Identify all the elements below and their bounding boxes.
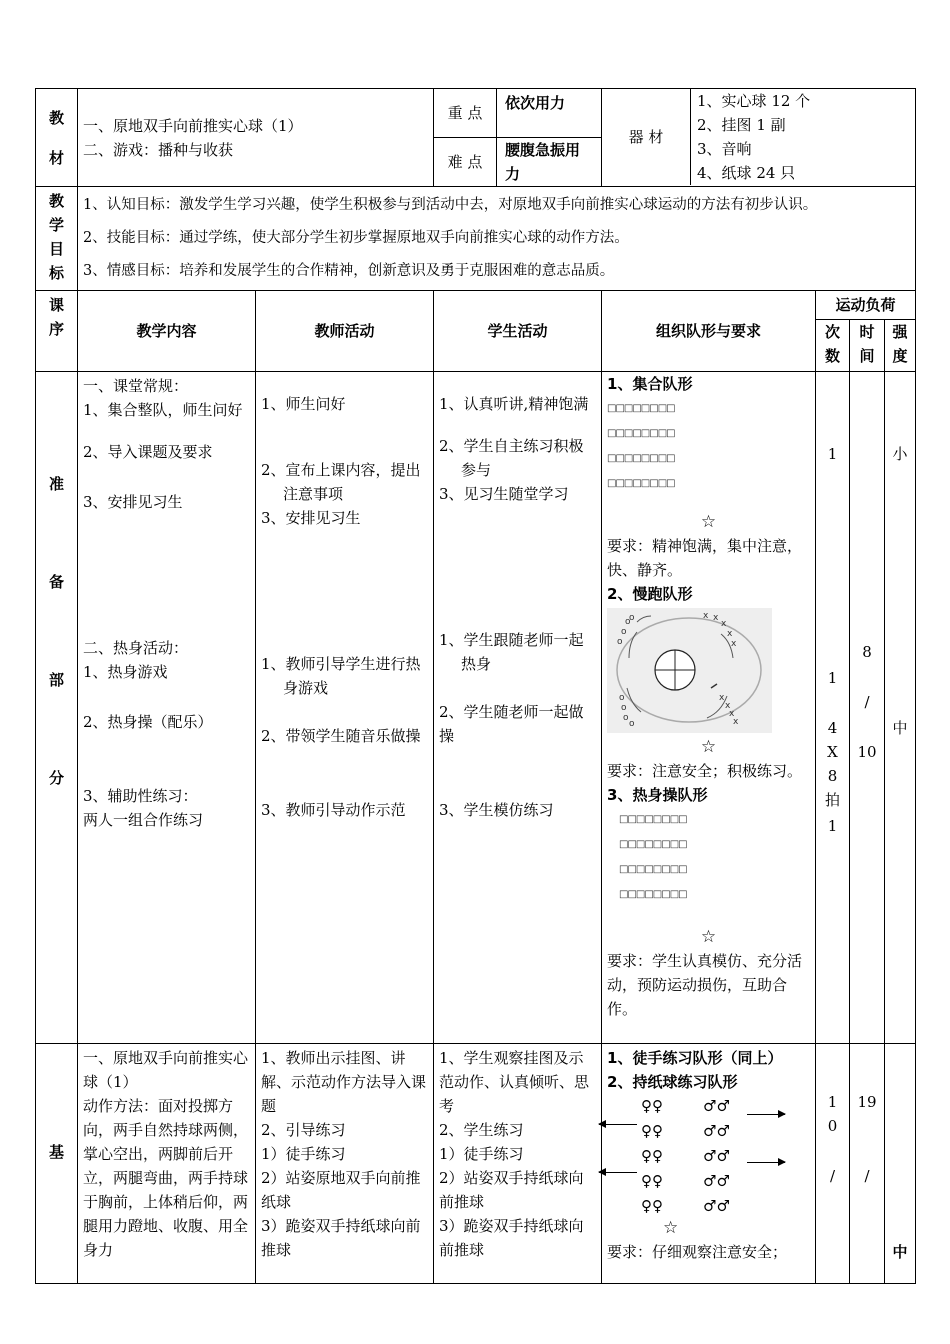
basic-shijian: 19 / — [850, 1044, 885, 1284]
basic-qiangdu: 中 — [885, 1044, 916, 1284]
prep-label: 准 备 部 分 — [36, 372, 78, 1044]
jog-formation-diagram — [607, 608, 772, 733]
jiaocai-label: 教 材 — [36, 89, 78, 187]
svg-text:x: x — [727, 629, 733, 639]
equipment-item: 4、纸球 24 只 — [697, 164, 796, 182]
svg-text:o: o — [629, 719, 635, 729]
prep-cishu: 1 1 4 X 8 拍 1 — [816, 372, 850, 1044]
formation-row: □□□□□□□□ — [619, 814, 687, 825]
goals-cell — [78, 187, 916, 291]
teacher-star-icon: ☆ — [700, 927, 717, 947]
topics-cell: 一、原地双手向前推实心球（1） 二、游戏：播种与收获 — [78, 89, 434, 187]
svg-text:x: x — [719, 693, 725, 703]
equipment-item: 1、实心球 12 个 — [697, 92, 811, 110]
qicai-label: 器 材 — [602, 89, 691, 185]
goals-label: 教 学 目 标 — [36, 187, 78, 291]
arrow-right-icon — [747, 1162, 785, 1163]
basic-content: 一、原地双手向前推实心球（1） 动作方法：面对投掷方向，两手自然持球两侧，掌心空出，两脚前后开立，两腿弯曲，两手持球于胸前，上体稍后仰，两腿用力蹬地、收腹、用全身力 — [78, 1044, 256, 1284]
prep-content: 一、课堂常规： 1、集合整队，师生问好 2、导入课题及要求 3、安排见习生 二、热身活动： 1、热身游戏 2、热身操（配乐） 3、辅助性练习： 两人一组合作练习 — [78, 372, 256, 1044]
shijian-header: 时 间 — [850, 320, 885, 372]
svg-text:o: o — [619, 693, 625, 703]
content-header: 教学内容 — [78, 291, 256, 372]
svg-text:x: x — [721, 619, 727, 629]
cishu-header: 次 数 — [816, 320, 850, 372]
goal-item: 2、技能目标：通过学练，使大部分学生初步掌握原地双手向前推实心球的动作方法。 — [83, 230, 629, 246]
org-header: 组织队形与要求 — [602, 291, 816, 372]
goal-item: 3、情感目标：培养和发展学生的合作精神，创新意识及勇于克服困难的意志品质。 — [83, 263, 615, 279]
goal-item: 1、认知目标：激发学生学习兴趣，使学生积极参与到活动中去，对原地双手向前推实心球运动的方法有初步认识。 — [83, 197, 818, 213]
svg-text:o: o — [621, 627, 627, 637]
arrow-right-icon — [747, 1114, 785, 1115]
prep-qiangdu: 小 中 — [885, 372, 916, 1044]
lesson-plan-table — [35, 88, 916, 1284]
nandian-cell — [434, 138, 602, 187]
formation-row: □□□□□□□□ — [619, 839, 687, 850]
paper-ball-formation: ♀♀ ♀♀ ♀♀ ♀♀ ♀♀ ♂♂ ♂♂ ♂♂ ♂♂ ♂♂ — [607, 1094, 810, 1216]
svg-text:x: x — [729, 709, 735, 719]
svg-text:o: o — [623, 713, 629, 723]
teacher-header: 教师活动 — [256, 291, 434, 372]
svg-text:o: o — [617, 637, 623, 647]
load-header: 运动负荷 — [816, 291, 916, 320]
teacher-star-icon: ☆ — [700, 512, 717, 532]
equipment-item: 3、音响 — [697, 140, 752, 158]
arrow-left-icon — [599, 1124, 637, 1125]
formation-row: □□□□□□□□ — [607, 403, 675, 414]
svg-text:x: x — [731, 639, 737, 649]
formation-row: □□□□□□□□ — [619, 864, 687, 875]
basic-teacher: 1、教师出示挂图、讲解、示范动作方法导入课题 2、引导练习 1）徒手练习 2）站姿原地双手向前推纸球 3）跪姿双手持纸球向前推球 — [256, 1044, 434, 1284]
qiangdu-header: 强 度 — [885, 320, 916, 372]
equipment-cell — [602, 89, 916, 187]
arrow-left-icon — [599, 1172, 637, 1173]
basic-student: 1、学生观察挂图及示范动作、认真倾听、思考 2、学生练习 1）徒手练习 2）站姿双手持纸球向前推球 3）跪姿双手持纸球向前推球 — [434, 1044, 602, 1284]
teacher-star-icon: ☆ — [663, 1218, 679, 1238]
zhongdian-value: 依次用力 — [505, 94, 566, 112]
nandian-value: 腰腹急振用力 — [505, 141, 581, 183]
prep-student: 1、认真听讲,精神饱满 2、学生自主练习积极参与 3、见习生随堂学习 1、学生跟随老师一起热身 2、学生随老师一起做操 3、学生模仿练习 — [434, 372, 602, 1044]
prep-shijian: 8 / 10 — [850, 372, 885, 1044]
prep-teacher: 1、师生问好 2、宣布上课内容，提出注意事项 3、安排见习生 1、教师引导学生进行热身游戏 2、带领学生随音乐做操 3、教师引导动作示范 — [256, 372, 434, 1044]
student-header: 学生活动 — [434, 291, 602, 372]
prep-org: 1、集合队形 □□□□□□□□ □□□□□□□□ □□□□□□□□ □□□□□□□□ ☆ 要求：精神饱满，集中注意，快、静齐。 2、慢跑队形 o o o o o o o o x x x x x x x x x ☆ 要求：注意安全；积极练习。 3、热身操队形 □□□□□□□□ □□□□□□□□ □□□□□□□□ □□□□□□□□ ☆ 要求：学生认真模仿、充分活动，预防运动损伤，互助合作。 — [602, 372, 816, 1044]
svg-text:x: x — [713, 613, 719, 623]
formation-row: □□□□□□□□ — [607, 453, 675, 464]
svg-text:x: x — [703, 611, 709, 621]
basic-cishu: 1 0 / — [816, 1044, 850, 1284]
nandian-label: 难 点 — [434, 138, 497, 186]
svg-text:o: o — [629, 613, 635, 623]
svg-text:x: x — [733, 717, 739, 727]
svg-text:o: o — [625, 617, 631, 627]
zhongdian-label: 重 点 依次用力 — [434, 89, 602, 138]
formation-row: □□□□□□□□ — [607, 478, 675, 489]
kexu-header: 课 序 — [36, 291, 78, 372]
basic-label: 基 — [36, 1044, 78, 1284]
svg-text:x: x — [725, 701, 731, 711]
lesson-plan-page — [35, 88, 915, 1284]
formation-row: □□□□□□□□ — [619, 889, 687, 900]
equipment-item: 2、挂图 1 副 — [697, 116, 786, 134]
formation-row: □□□□□□□□ — [607, 428, 675, 439]
svg-text:o: o — [621, 703, 627, 713]
teacher-star-icon: ☆ — [700, 737, 717, 757]
basic-org: 1、徒手练习队形（同上） 2、持纸球练习队形 ♀♀ ♀♀ ♀♀ ♀♀ ♀♀ ♂♂ ♂♂ ♂♂ ♂♂ ♂♂ ☆ 要求：仔细观察注意安全； — [602, 1044, 816, 1284]
